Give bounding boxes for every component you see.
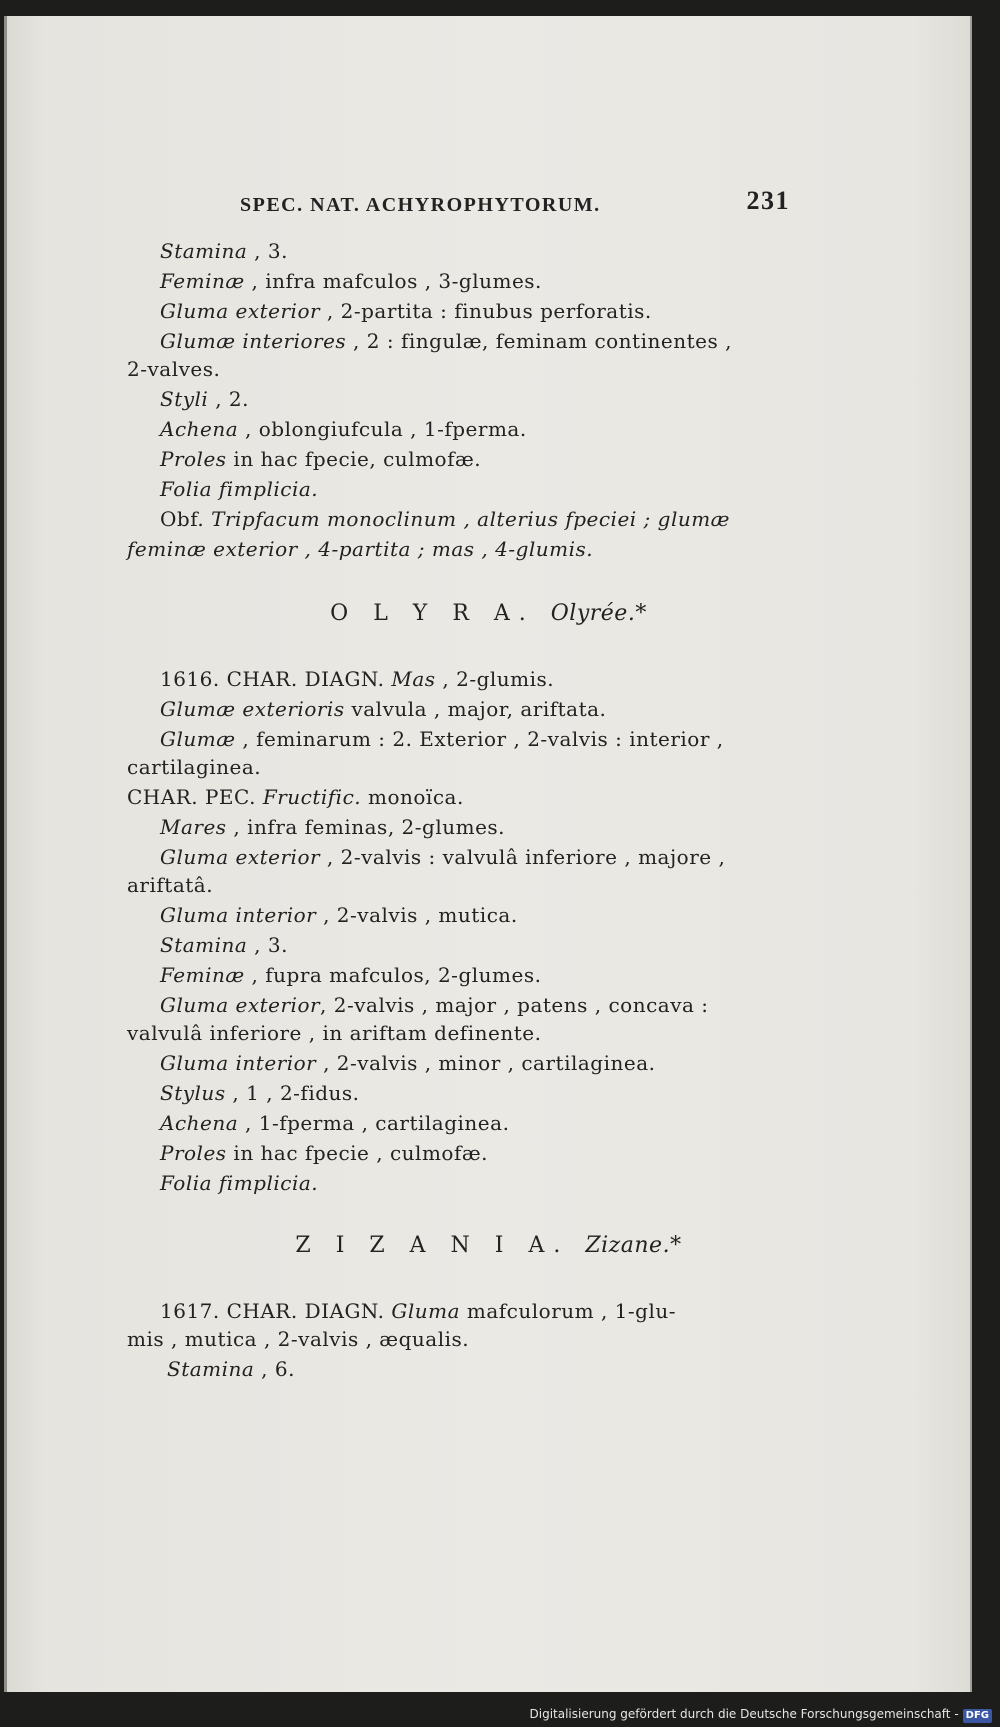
text-line <box>160 446 481 472</box>
term: Stamina <box>167 1357 255 1381</box>
text-line <box>160 328 732 354</box>
text-line <box>160 666 554 692</box>
obs-label: Obf. <box>160 507 212 531</box>
term: Mares <box>160 815 227 839</box>
french-name: Zizane.* <box>585 1233 682 1258</box>
text-line <box>160 268 542 294</box>
description: valvula , major, ariftata. <box>344 697 607 721</box>
genus-name: O L Y R A. <box>330 601 535 626</box>
term: Folia fimplicia. <box>160 477 319 501</box>
text-line <box>160 416 527 442</box>
term: Gluma exterior <box>160 993 321 1017</box>
text-line <box>160 962 541 988</box>
description: ariftatâ. <box>127 873 214 897</box>
text-line <box>160 844 725 870</box>
text-line <box>160 1298 676 1324</box>
text-line <box>160 726 724 752</box>
genus-heading-olyra <box>7 599 970 629</box>
term: Folia fimplicia. <box>160 1171 319 1195</box>
text-line <box>127 784 464 810</box>
running-head <box>240 186 790 218</box>
text-line <box>160 476 318 502</box>
text-line <box>160 902 518 928</box>
description: monoïca. <box>361 785 464 809</box>
text-line <box>160 1170 318 1196</box>
text-line <box>160 386 249 412</box>
description: , 3. <box>247 239 288 263</box>
obs-text: Tripfacum monoclinum , alterius fpeciei ; glumæ <box>211 507 730 531</box>
description: , 6. <box>254 1357 295 1381</box>
text-line <box>160 1050 655 1076</box>
description: 2-valves. <box>127 357 221 381</box>
term: Proles <box>160 1141 227 1165</box>
running-head-title: SPEC. NAT. ACHYROPHYTORUM. <box>240 194 601 216</box>
description: , 2-glumis. <box>435 667 555 691</box>
text-line <box>160 1110 509 1136</box>
term: Mas <box>391 667 436 691</box>
term: Gluma interior <box>160 1051 317 1075</box>
description: , 2. <box>208 387 249 411</box>
term: Gluma exterior <box>160 845 321 869</box>
term: Glumæ <box>160 727 236 751</box>
term: Glumæ interiores <box>160 329 347 353</box>
term: Styli <box>160 387 209 411</box>
text-line <box>160 238 288 264</box>
term: Stylus <box>160 1081 226 1105</box>
text-line <box>160 696 606 722</box>
description: , fupra mafculos, 2-glumes. <box>244 963 542 987</box>
text-line <box>127 872 213 898</box>
entry-number: 1616. CHAR. DIAGN. <box>160 667 392 691</box>
description: , 3. <box>247 933 288 957</box>
description: , 2-valvis , major , patens , concava : <box>320 993 709 1017</box>
footer-credit: Digitalisierung gefördert durch die Deutsche Forschungsgemeinschaft - <box>529 1707 959 1721</box>
text-line <box>160 932 288 958</box>
text-line <box>160 1080 360 1106</box>
term: Gluma exterior <box>160 299 321 323</box>
term: Glumæ exterioris <box>160 697 345 721</box>
footer-text <box>530 1707 993 1723</box>
char-pec: CHAR. PEC. <box>127 785 263 809</box>
description: , 2-partita : finubus perforatis. <box>320 299 652 323</box>
description: , infra feminas, 2-glumes. <box>226 815 506 839</box>
text-line <box>160 992 709 1018</box>
term: Feminæ <box>160 269 245 293</box>
description: in hac fpecie , culmofæ. <box>226 1141 489 1165</box>
page-content <box>7 16 970 1692</box>
description: , 2 : fingulæ, feminam continentes , <box>346 329 732 353</box>
description: mis , mutica , 2-valvis , æqualis. <box>127 1327 470 1351</box>
text-line <box>160 298 652 324</box>
description: , infra mafculos , 3-glumes. <box>244 269 542 293</box>
text-line <box>127 1326 469 1352</box>
french-name: Olyrée.* <box>550 601 647 626</box>
genus-name: Z I Z A N I A. <box>295 1233 570 1258</box>
text-line <box>127 356 220 382</box>
text-line <box>127 754 261 780</box>
description: , 2-valvis : valvulâ inferiore , majore , <box>320 845 726 869</box>
text-line <box>167 1356 295 1382</box>
entry-number: 1617. CHAR. DIAGN. <box>160 1299 392 1323</box>
term: Fructific. <box>262 785 362 809</box>
description: in hac fpecie, culmofæ. <box>226 447 482 471</box>
description: , 1-fperma , cartilaginea. <box>238 1111 510 1135</box>
description: valvulâ inferiore , in ariftam definente. <box>127 1021 542 1045</box>
term: Stamina <box>160 933 248 957</box>
term: Stamina <box>160 239 248 263</box>
observation-line <box>160 506 730 532</box>
description: , feminarum : 2. Exterior , 2-valvis : interior , <box>235 727 724 751</box>
text-line <box>160 814 505 840</box>
term: Proles <box>160 447 227 471</box>
genus-heading-zizania <box>7 1231 970 1261</box>
description: , 2-valvis , mutica. <box>316 903 518 927</box>
obs-text: feminæ exterior , 4-partita ; mas , 4-glumis. <box>127 537 594 561</box>
description: , 2-valvis , minor , cartilaginea. <box>316 1051 656 1075</box>
dfg-logo: DFG <box>963 1709 992 1723</box>
term: Achena <box>160 417 239 441</box>
term: Gluma <box>391 1299 461 1323</box>
text-line <box>160 1140 488 1166</box>
digitization-footer <box>0 1704 1000 1727</box>
term: Gluma interior <box>160 903 317 927</box>
book-page <box>4 16 972 1692</box>
term: Achena <box>160 1111 239 1135</box>
term: Feminæ <box>160 963 245 987</box>
page-number: 231 <box>746 186 790 215</box>
observation-line <box>127 536 593 562</box>
description: , oblongiufcula , 1-fperma. <box>238 417 527 441</box>
description: cartilaginea. <box>127 755 262 779</box>
text-line <box>127 1020 541 1046</box>
description: mafculorum , 1-glu- <box>460 1299 676 1323</box>
description: , 1 , 2-fidus. <box>225 1081 360 1105</box>
